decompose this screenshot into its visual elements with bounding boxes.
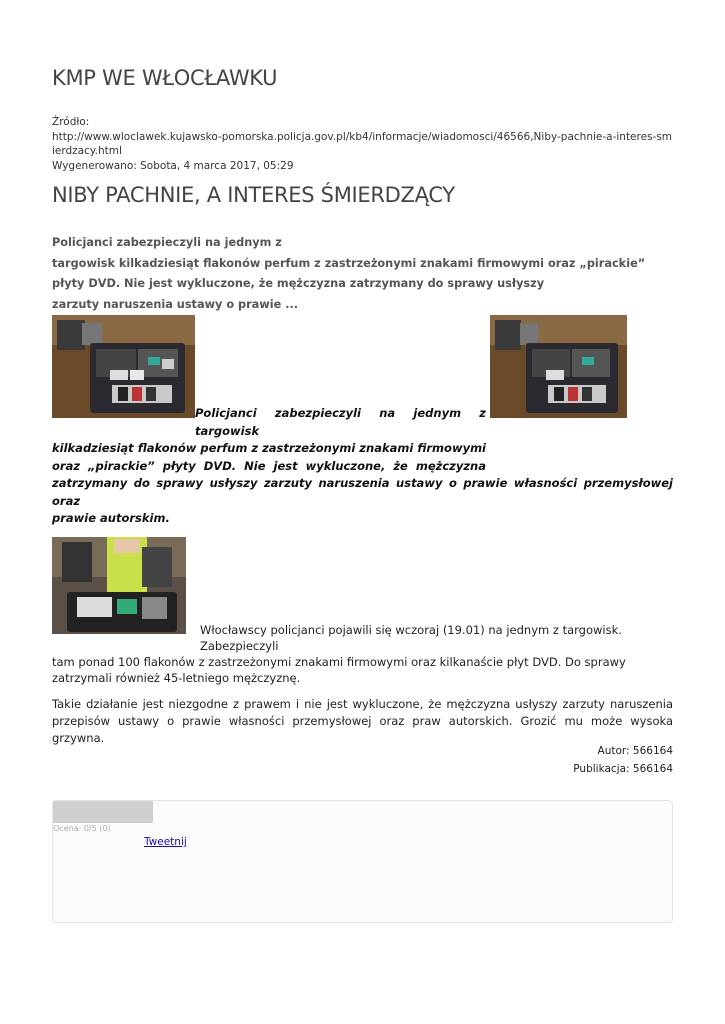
article-body-paragraph [52,622,673,686]
caption-line: oraz „pirackie” płyty DVD. Nie jest wykluczone, że mężczyzna [52,458,486,473]
body-rest: tam ponad 100 flakonów z zastrzeżonymi znakami firmowymi oraz kilkanaście płyt DVD. Do sprawy zatrzymali również 45-letniego mężczyznę. [52,655,626,685]
lead-line: zarzuty naruszenia ustawy o prawie ... [52,297,299,311]
site-title: KMP WE WŁOCŁAWKU [52,66,278,90]
author-label: Autor: 566164 [597,745,673,757]
police-officer-photo [52,537,186,634]
article-title: NIBY PACHNIE, A INTERES ŚMIERDZĄCY [52,183,455,207]
suitcase-photo-main [52,315,195,418]
generated-date: Wygenerowano: Sobota, 4 marca 2017, 05:29 [52,159,294,172]
caption-line: kilkadziesiąt flakonów perfum z zastrzeżonymi znakami firmowymi [52,441,486,455]
rating-stars-bar[interactable] [53,801,153,823]
lead-line: płyty DVD. Nie jest wykluczone, że mężczyzna zatrzymany do sprawy usłyszy [52,277,545,290]
article-body-paragraph-2: Takie działanie jest niezgodne z prawem i nie jest wykluczone, że mężczyzna usłyszy zarzuty naruszenia przepisów ustawy o prawie własności przemysłowej oraz praw autorskich. Grozić mu może wysoka grzywna. [52,697,673,745]
caption-line: zatrzymany do sprawy usłyszy zarzuty naruszenia ustawy o prawie własności przemysłowej oraz [52,476,673,508]
suitcase-photo-secondary [490,315,627,418]
publication-label: Publikacja: 566164 [573,763,673,775]
article-lead [52,233,652,315]
source-meta [52,115,673,173]
rating-widget [52,800,673,923]
caption-line: Policjanci zabezpieczyli na jednym z targowisk [195,406,486,438]
body-first-line: Włocławscy policjanci pojawili się wczoraj (19.01) na jednym z targowisk. Zabezpieczyli [200,623,622,653]
caption-line: prawie autorskim. [52,511,170,525]
rating-score: Ocena: 0/5 (0) [53,824,111,833]
photo-caption [52,405,673,528]
source-url: http://www.wloclawek.kujawsko-pomorska.policja.gov.pl/kb4/informacje/wiadomosci/46566,Niby-pachnie-a-interes-smierdzacy.html [52,130,673,157]
source-label: Źródło: [52,116,90,128]
lead-line: Policjanci zabezpieczyli na jednym z [52,236,282,249]
lead-line: targowisk kilkadziesiąt flakonów perfum z zastrzeżonymi znakami firmowymi oraz „pirackie” [52,256,646,270]
tweet-link[interactable]: Tweetnij [144,836,187,848]
